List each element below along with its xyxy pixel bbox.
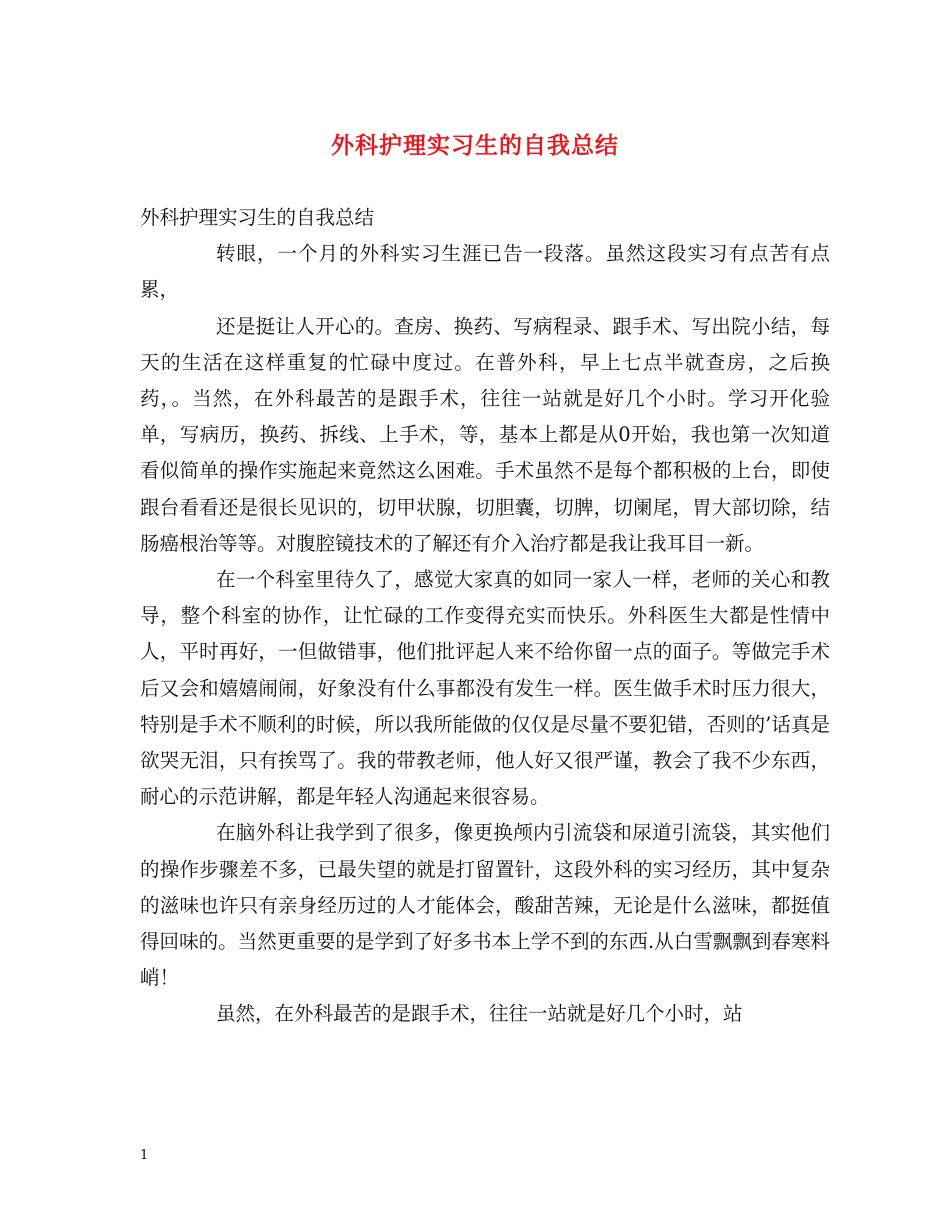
paragraph-3: 在一个科室里待久了，感觉大家真的如同一家人一样，老师的关心和教导，整个科室的协作，让忙碌的工作变得充实而快乐。外科医生大都是性情中人，平时再好，一但做错事，他们批评起人来不给你留一点的面子。等做完手术后又会和嬉嬉闹闹，好象没有什么事都没有发生一样。医生做手术时压力很大，特别是手术不顺利的时候，所以我所能做的仅仅是尽量不要犯错，否则的’话真是欲哭无泪，只有挨骂了。我的带教老师，他人好又很严谨，教会了我不少东西，耐心的示范讲解，都是年轻人沟通起来很容易。 [140,568,830,809]
paragraph-5: 虽然，在外科最苦的是跟手术，往往一站就是好几个小时，站 [216,1002,743,1026]
paragraph-2: 还是挺让人开心的。查房、换药、写病程录、跟手术、写出院小结，每天的生活在这样重复的忙碌中度过。在普外科，早上七点半就查房，之后换药，。当然，在外科最苦的是跟手术，往往一站就是好几个小时。学习开化验单，写病历，换药、拆线、上手术，等，基本上都是从0开始，我也第一次知道看似简单的操作实施起来竟然这么困难。手术虽然不是每个都积极的上台，即使跟台看看还是很长见识的，切甲状腺，切胆囊，切脾，切阑尾，胃大部切除，结肠癌根治等等。对腹腔镜技术的了解还有介入治疗都是我让我耳目一新。 [140,314,830,555]
document-body [140,200,830,1033]
paragraph-1: 转眼，一个月的外科实习生涯已告一段落。虽然这段实习有点苦有点累， [140,242,830,302]
document-title: 外科护理实习生的自我总结 [331,132,619,159]
paragraph-4: 在脑外科让我学到了很多，像更换颅内引流袋和尿道引流袋，其实他们的操作步骤差不多，已最失望的就是打留置针，这段外科的实习经历，其中复杂的滋味也许只有亲身经历过的人才能体会，酸甜苦辣，无论是什么滋味，都挺值得回味的。当然更重要的是学到了好多书本上学不到的东西.从白雪飘飘到春寒料峭！ [140,821,830,990]
page-number: 1 [140,1148,149,1163]
document-subtitle: 外科护理实习生的自我总结 [140,206,375,229]
